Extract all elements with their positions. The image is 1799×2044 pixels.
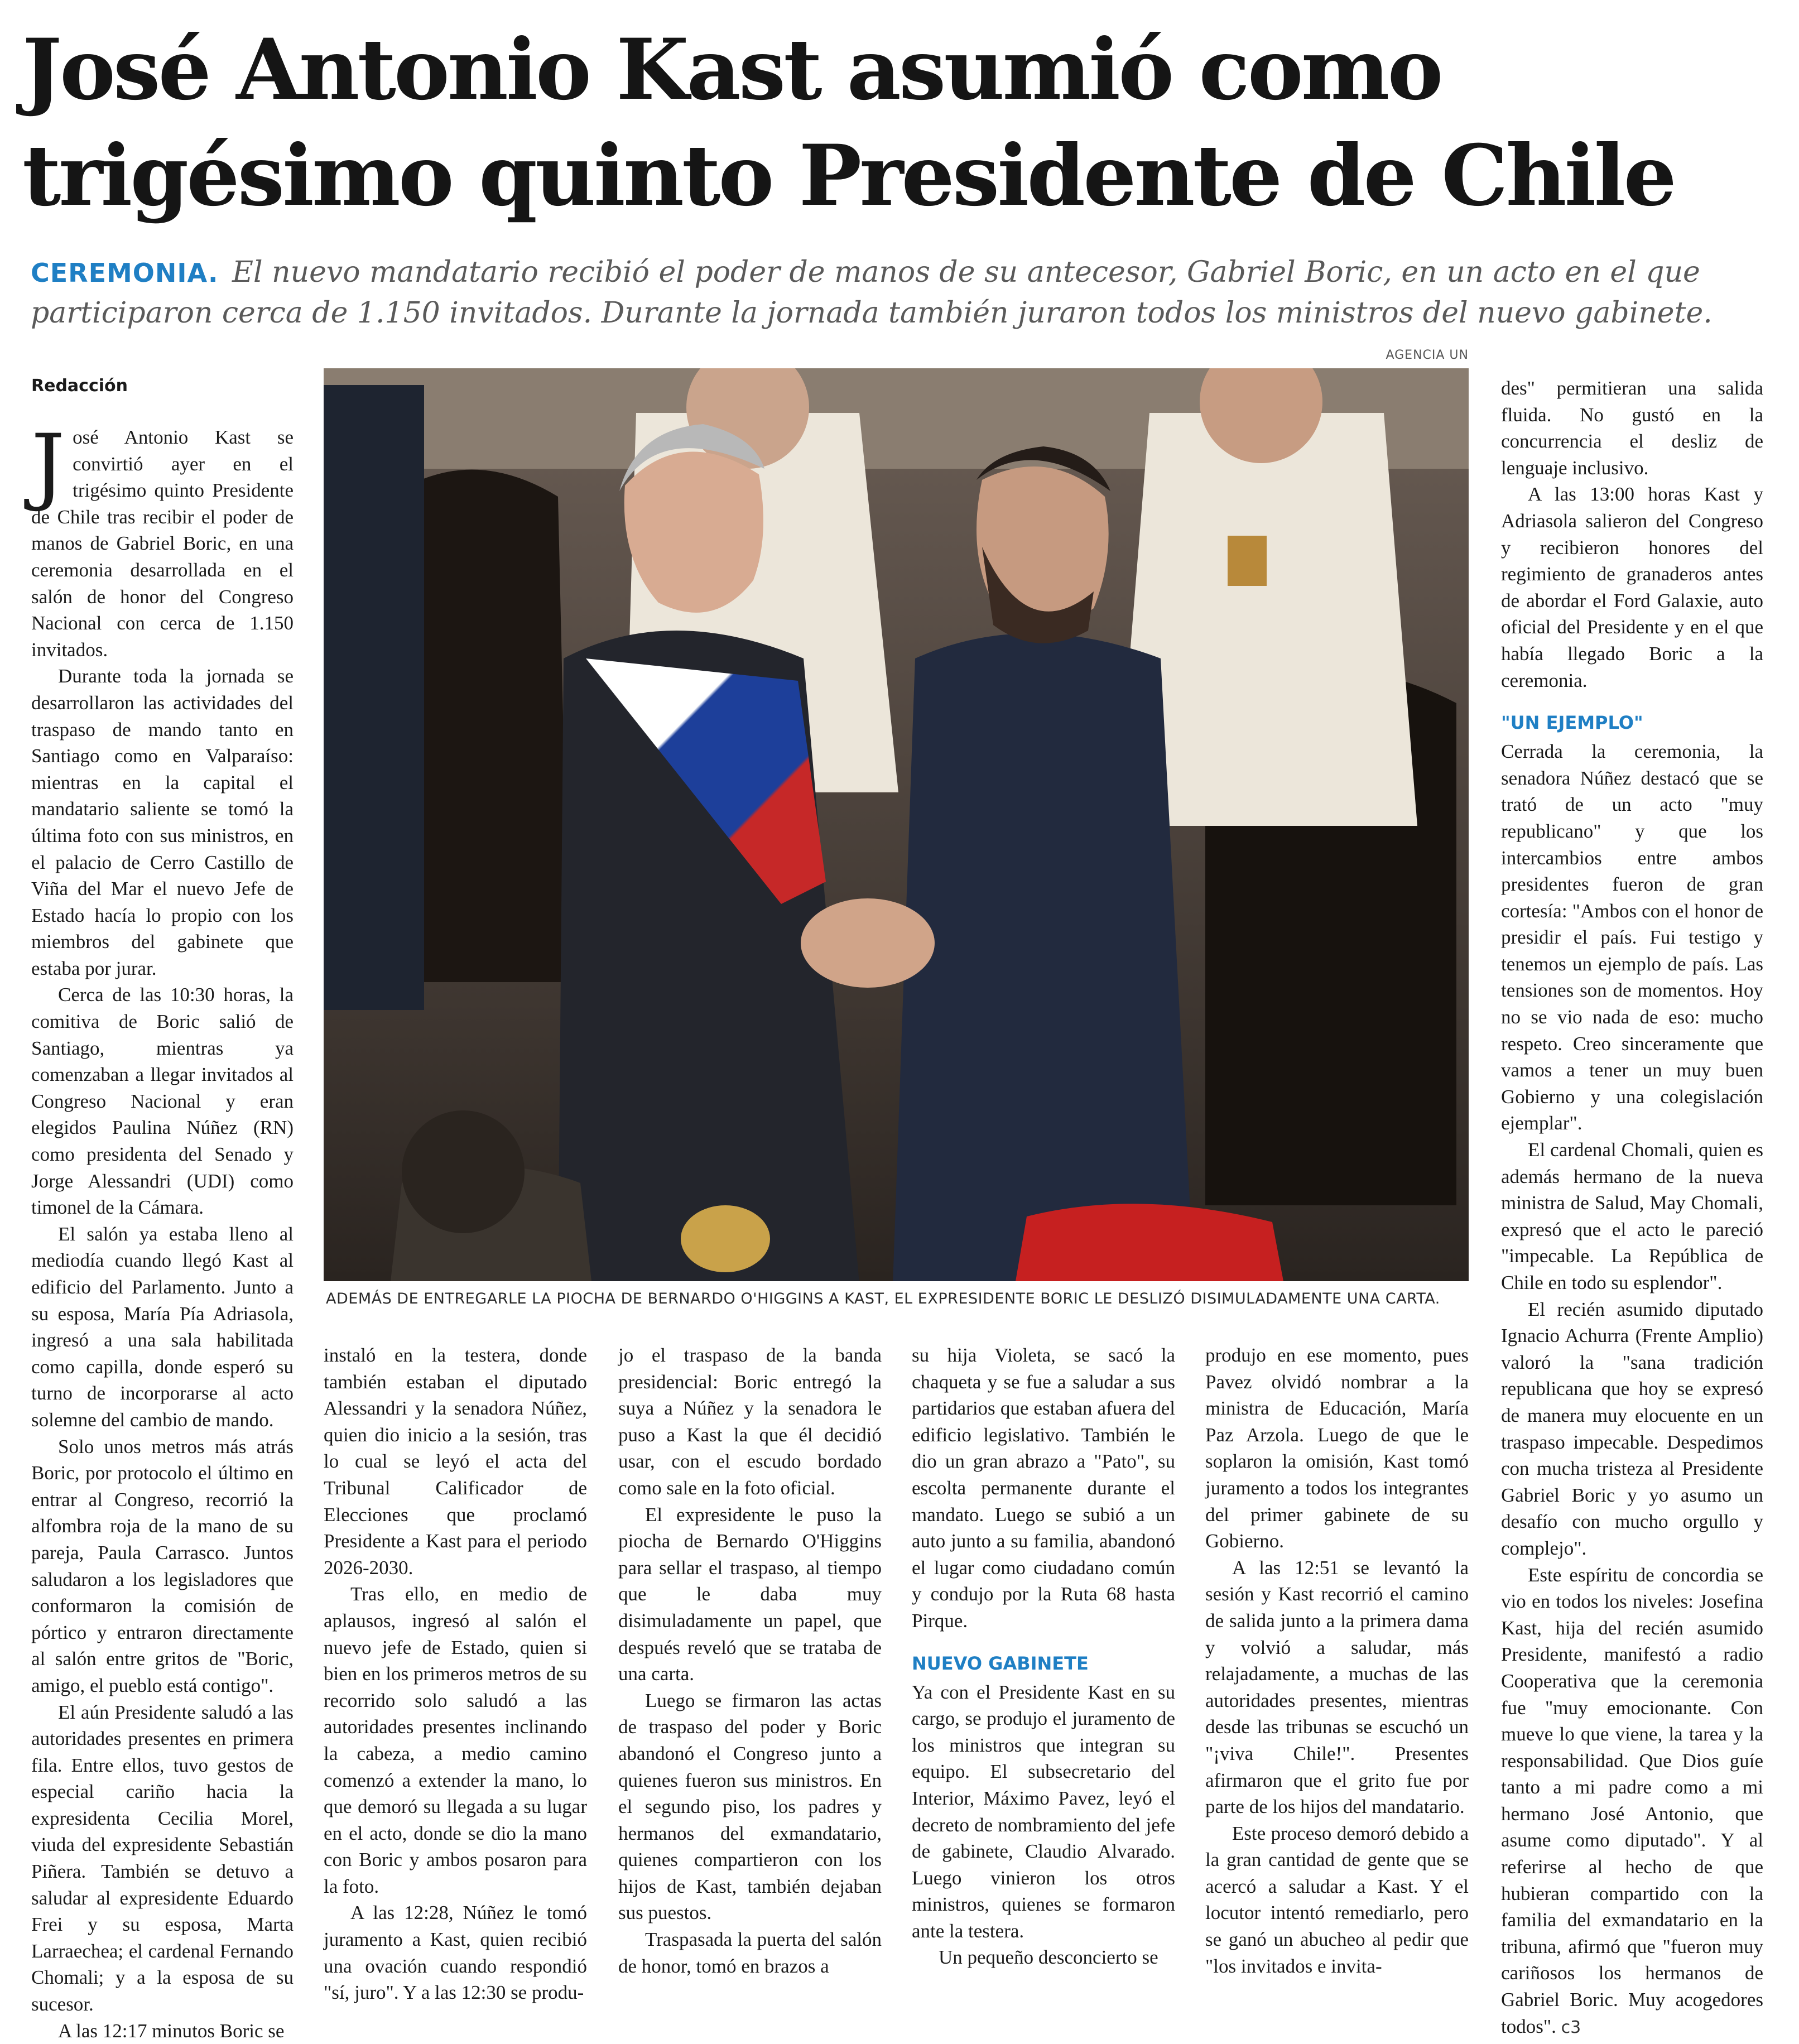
paragraph: Este proceso demoró debido a la gran cantidad de gente que se acercó a saludar a Kast. Y el locutor intentó remediarlo, pero se ganó un abucheo al pedir que "los invitados e invita- [1205,1822,1469,1977]
end-mark: c3 [1561,2017,1581,2037]
paragraph: El cardenal Chomali, quien es además hermano de la nueva ministra de Salud, May Chomali, expresó que el acto le pareció "impecable. La República de Chile en todo su esplendor". [1501,1139,1763,1293]
paragraph: Durante toda la jornada se desarrollaron las actividades del traspaso de mando tanto en Santiago como en Valparaíso: mientras en la capital el mandatario saliente se tomó la última foto con sus ministros, en el palacio de Cerro Castillo de Viña del Mar el nuevo Jefe de Estado hacía lo propio con los miembros del gabinete que estaba por jurar. [31,665,294,979]
deck [31,252,1783,333]
main-photo [324,368,1469,1281]
photo-illustration [324,368,1469,1281]
paragraph: Cerca de las 10:30 horas, la comitiva de Boric salió de Santiago, mientras ya comenzaban a llegar invitados al Congreso Nacional y eran elegidos Paulina Núñez (RN) como presidenta del Senado y Jorge Alessandri (UDI) como timonel de la Cámara. [31,984,294,1219]
article-column-4 [912,1342,1175,1971]
paragraph-text: Este espíritu de concordia se vio en todos los niveles: Josefina Kast, hija del recién asumido Presidente, manifestó a radio Cooperativa que la ceremonia fue "muy emocionante. Con mueve lo que viene, la tarea y la responsabilidad. Que Dios guíe tanto a mi padre como a mi hermano José Antonio, que asume como diputado". Y al referirse al hecho de que hubieran compartido con la familia del exmandatario en la tribuna, afirmó que "fueron muy cariñosos los hermanos de Gabriel Boric. Muy acogedores todos". [1501,1564,1763,2037]
article-column-6 [1501,375,1763,2041]
byline: Redacción [31,376,128,396]
paragraph: des" permitieran una salida fluida. No gustó en la concurrencia el desliz de lenguaje inclusivo. [1501,377,1763,479]
paragraph: A las 13:00 horas Kast y Adriasola salieron del Congreso y recibieron honores del regimiento de granaderos antes de abordar el Ford Galaxie, auto oficial del Presidente y en el que había llegado Boric a la ceremonia. [1501,483,1763,691]
subhead-un-ejemplo: "UN EJEMPLO" [1501,712,1643,734]
paragraph: El recién asumido diputado Ignacio Achurra (Frente Amplio) valoró la "sana tradición republicana que hoy se expresó de manera muy elocuente en un traspaso impecable. Despedimos con mucha tristeza al Presidente Gabriel Boric y yo asumo un desafío con mucho orgullo y complejo". [1501,1298,1763,1559]
article-column-2 [324,1342,587,2006]
article-column-3 [618,1342,882,1979]
paragraph [1501,1562,1763,2041]
paragraph: Luego se firmaron las actas de traspaso del poder y Boric abandonó el Congreso junto a quienes fueron sus ministros. En el segundo piso, los padres y hermanos del exmandatario, quienes compartieron con los hijos de Kast, también dejaban sus puestos. [618,1689,882,1924]
paragraph [31,417,294,663]
paragraph: A las 12:28, Núñez le tomó juramento a Kast, quien recibió una ovación cuando respondió "sí, juro". Y a las 12:30 se produ- [324,1902,587,2004]
drop-cap: J [31,417,65,514]
paragraph: El salón ya estaba lleno al mediodía cuando llegó Kast al edificio del Parlamento. Junto a su esposa, María Pía Adriasola, ingresó a una sala habilitada como capilla, donde esperó su turno de incorporarse al acto solemne del cambio de mando. [31,1223,294,1431]
deck-text: El nuevo mandatario recibió el poder de manos de su antecesor, Gabriel Boric, en un acto en el que participaron cerca de 1.150 invitados. Durante la jornada también juraron todos los ministros del nuevo gabinete. [31,256,1713,330]
paragraph: su hija Violeta, se sacó la chaqueta y se fue a saludar a sus partidarios que estaban afuera del edificio legislativo. También le dio un gran abrazo a "Pato", su escolta permanente durante el mandato. Luego se subió a un auto junto a su familia, abandonó el lugar como ciudadano común y condujo por la Ruta 68 hasta Pirque. [912,1344,1175,1632]
paragraph: jo el traspaso de la banda presidencial: Boric entregó la suya a Núñez y la senadora le puso a Kast la que él decidió usar, con el escudo bordado como sale en la foto oficial. [618,1344,882,1499]
paragraph: A las 12:17 minutos Boric se [58,2019,285,2042]
article-column-1 [31,375,294,2044]
deck-kicker: CEREMONIA. [31,258,219,288]
photo-caption: ADEMÁS DE ENTREGARLE LA PIOCHA DE BERNARDO O'HIGGINS A KAST, EL EXPRESIDENTE BORIC LE DESLIZÓ DISIMULADAMENTE UNA CARTA. [326,1290,1440,1307]
article-column-5 [1205,1342,1469,1979]
paragraph: Cerrada la ceremonia, la senadora Núñez destacó que se trató de un acto "muy republicano" y que los intercambios entre ambos presidentes fueron de gran cortesía: "Ambos con el honor de presidir el país. Fui testigo y tenemos un ejemplo de país. Las tensiones son de momentos. Hoy no se vio nada de eso: mucho respeto. Creo sinceramente que vamos a tener un muy buen Gobierno y una colegislación ejemplar". [1501,740,1763,1134]
paragraph: El expresidente le puso la piocha de Bernardo O'Higgins para sellar el traspaso, al tiempo que le daba muy disimuladamente un papel, que después reveló que se trataba de una carta. [618,1503,882,1685]
paragraph: Ya con el Presidente Kast en su cargo, se produjo el juramento de los ministros que integran su equipo. El subsecretario del Interior, Máximo Pavez, leyó el decreto de nombramiento del jefe de gabinete, Claudio Alvarado. Luego vinieron los otros ministros, quienes se formaron ante la testera. [912,1681,1175,1942]
paragraph: Solo unos metros más atrás Boric, por protocolo el último en entrar al Congreso, recorrió la alfombra roja de la mano de su pareja, Paula Carrasco. Juntos saludaron a los legisladores que conformaron la comisión de pórtico y entraron directamente al salón entre gritos de "Boric, amigo, el pueblo está contigo". [31,1435,294,1696]
paragraph-text: osé Antonio Kast se convirtió ayer en el trigésimo quinto Presidente de Chile tras recibir el poder de manos de Gabriel Boric, en una ceremonia desarrollada en el salón de honor del Congreso Nacional con cerca de 1.150 invitados. [31,426,294,661]
subhead-nuevo-gabinete: NUEVO GABINETE [912,1652,1089,1674]
paragraph: produjo en ese momento, pues Pavez olvidó nombrar a la ministra de Educación, María Paz Arzola. Luego de que le soplaron la omisión, Kast tomó juramento a todos los integrantes del primer gabinete de su Gobierno. [1205,1344,1469,1552]
paragraph: El aún Presidente saludó a las autoridades presentes en primera fila. Entre ellos, tuvo gestos de especial cariño hacia la expresidenta Cecilia Morel, viuda del expresidente Sebastián Piñera. También se detuvo a saludar al expresidente Eduardo Frei y su esposa, Marta Larraechea; el cardenal Fernando Chomali; y a la esposa de su sucesor. [31,1701,294,2016]
paragraph: Tras ello, en medio de aplausos, ingresó al salón el nuevo jefe de Estado, quien si bien en los primeros metros de su recorrido solo saludó a las autoridades presentes inclinando la cabeza, a medio camino comenzó a extender la mano, lo que demoró su llegada a su lugar en el acto, donde se dio la mano con Boric y ambos posaron para la foto. [324,1583,587,1897]
paragraph: A las 12:51 se levantó la sesión y Kast recorrió el camino de salida junto a la primera dama y volvió a saludar, más relajadamente, a muchas de las autoridades presentes, mientras desde las tribunas se escuchó un "¡viva Chile!". Presentes afirmaron que el grito fue por parte de los hijos del mandatario. [1205,1556,1469,1818]
paragraph: Un pequeño desconcierto se [939,1946,1158,1969]
headline: José Antonio Kast asumió como trigésimo quinto Presidente de Chile [22,21,1675,225]
paragraph: Traspasada la puerta del salón de honor, tomó en brazos a [618,1928,882,1977]
paragraph: instaló en la testera, donde también estaban el diputado Alessandri y la senadora Núñez, quien dio inicio a la sesión, tras lo cual se leyó el acta del Tribunal Calificador de Elecciones que proclamó Presidente a Kast para el periodo 2026-2030. [324,1344,587,1579]
photo-credit: AGENCIA UN [1386,348,1469,362]
